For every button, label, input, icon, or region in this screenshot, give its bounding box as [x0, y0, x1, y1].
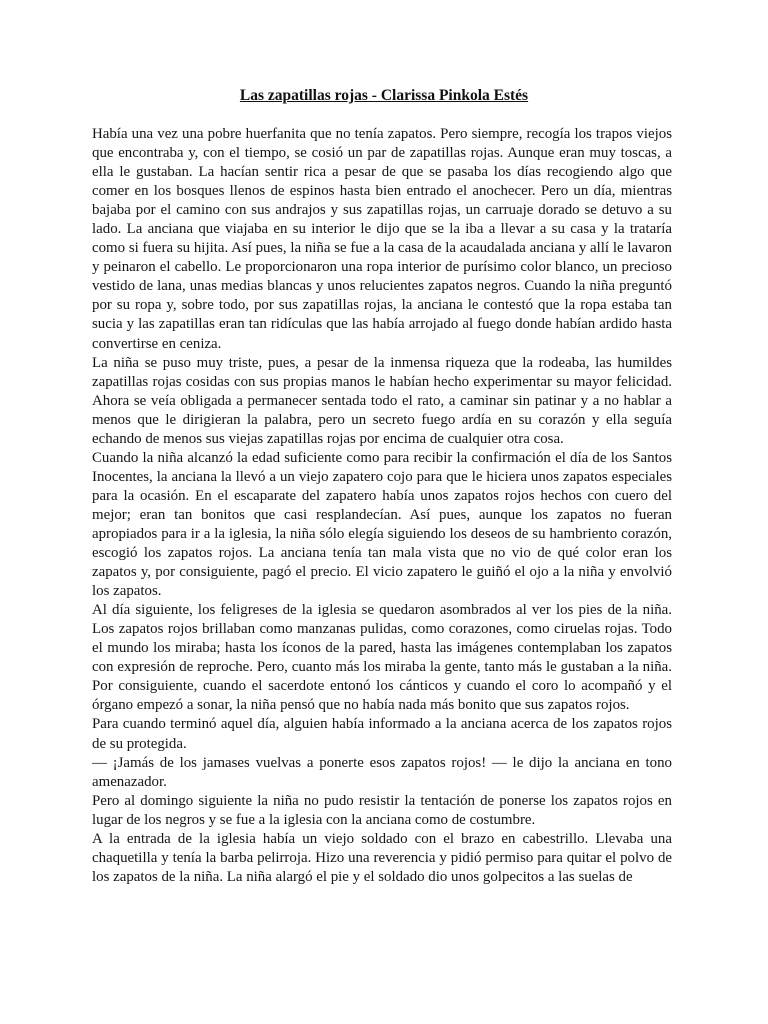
document-title: Las zapatillas rojas - Clarissa Pinkola Estés	[239, 87, 529, 104]
paragraph: Para cuando terminó aquel día, alguien había informado a la anciana acerca de los zapatos rojos de su protegida.	[92, 716, 672, 752]
paragraph: Había una vez una pobre huerfanita que no tenía zapatos. Pero siempre, recogía los trapos viejos que encontraba y, con el tiempo, se cosió un par de zapatillas rojas. Aunque eran muy toscas, a ella le gustaban. La hacían sentir rica a pesar de que se pasaba los días recogiendo algo que comer en los bosques llenos de espinos hasta bien entrado el anochecer. Pero un día, mientras bajaba por el camino con sus andrajos y sus zapatillas rojas, un carruaje dorado se detuvo a su lado. La anciana que viajaba en su interior le dijo que se la iba a llevar a su casa y la trataría como si fuera su hijita. Así pues, la niña se fue a la casa de la acaudalada anciana y allí le lavaron y peinaron el cabello. Le proporcionaron una ropa interior de purísimo color blanco, un precioso vestido de lana, unas medias blancas y unos relucientes zapatos negros. Cuando la niña preguntó por su ropa y, sobre todo, por sus zapatillas rojas, la anciana le contestó que la ropa estaba tan sucia y las zapatillas eran tan ridículas que las había arrojado al fuego donde habían ardido hasta convertirse en ceniza.	[92, 126, 672, 352]
document-body	[92, 125, 672, 887]
paragraph: A la entrada de la iglesia había un viejo soldado con el brazo en cabestrillo. Llevaba una chaquetilla y tenía la barba pelirroja. Hizo una reverencia y pidió permiso para quitar el polvo de los zapatos de la niña. La niña alargó el pie y el soldado dio unos golpecitos a las suelas de	[92, 830, 672, 885]
paragraph: Cuando la niña alcanzó la edad suficiente como para recibir la confirmación el día de los Santos Inocentes, la anciana la llevó a un viejo zapatero cojo para que le hiciera unos zapatos especiales para la ocasión. En el escaparate del zapatero había unos zapatos rojos hechos con cuero del mejor; eran tan bonitos que casi resplandecían. Así pues, aunque los zapatos no fueran apropiados para ir a la iglesia, la niña sólo elegía siguiendo los deseos de su hambriento corazón, escogió los zapatos rojos. La anciana tenía tan mala vista que no vio de qué color eran los zapatos y, por consiguiente, pagó el precio. El vicio zapatero le guiñó el ojo a la niña y envolvió los zapatos.	[92, 449, 672, 600]
paragraph: Al día siguiente, los feligreses de la iglesia se quedaron asombrados al ver los pies de la niña. Los zapatos rojos brillaban como manzanas pulidas, como corazones, como ciruelas rojas. Todo el mundo los miraba; hasta los íconos de la pared, hasta las imágenes contemplaban los zapatos con expresión de reproche. Pero, cuanto más los miraba la gente, tanto más le gustaban a la niña. Por consiguiente, cuando el sacerdote entonó los cánticos y cuando el coro lo acompañó y el órgano empezó a sonar, la niña pensó que no había nada más bonito que sus zapatos rojos.	[92, 602, 672, 714]
paragraph: — ¡Jamás de los jamases vuelvas a ponerte esos zapatos rojos! — le dijo la anciana en tono amenazador.	[92, 754, 672, 790]
paragraph: La niña se puso muy triste, pues, a pesar de la inmensa riqueza que la rodeaba, las humildes zapatillas rojas cosidas con sus propias manos le habían hecho experimentar su mayor felicidad. Ahora se veía obligada a permanecer sentada todo el rato, a caminar sin patinar y a no hablar a menos que le dirigieran la palabra, pero un secreto fuego ardía en su corazón y ella seguía echando de menos sus viejas zapatillas rojas por encima de cualquier otra cosa.	[92, 354, 672, 447]
paragraph: Pero al domingo siguiente la niña no pudo resistir la tentación de ponerse los zapatos rojos en lugar de los negros y se fue a la iglesia con la anciana como de costumbre.	[92, 792, 672, 828]
